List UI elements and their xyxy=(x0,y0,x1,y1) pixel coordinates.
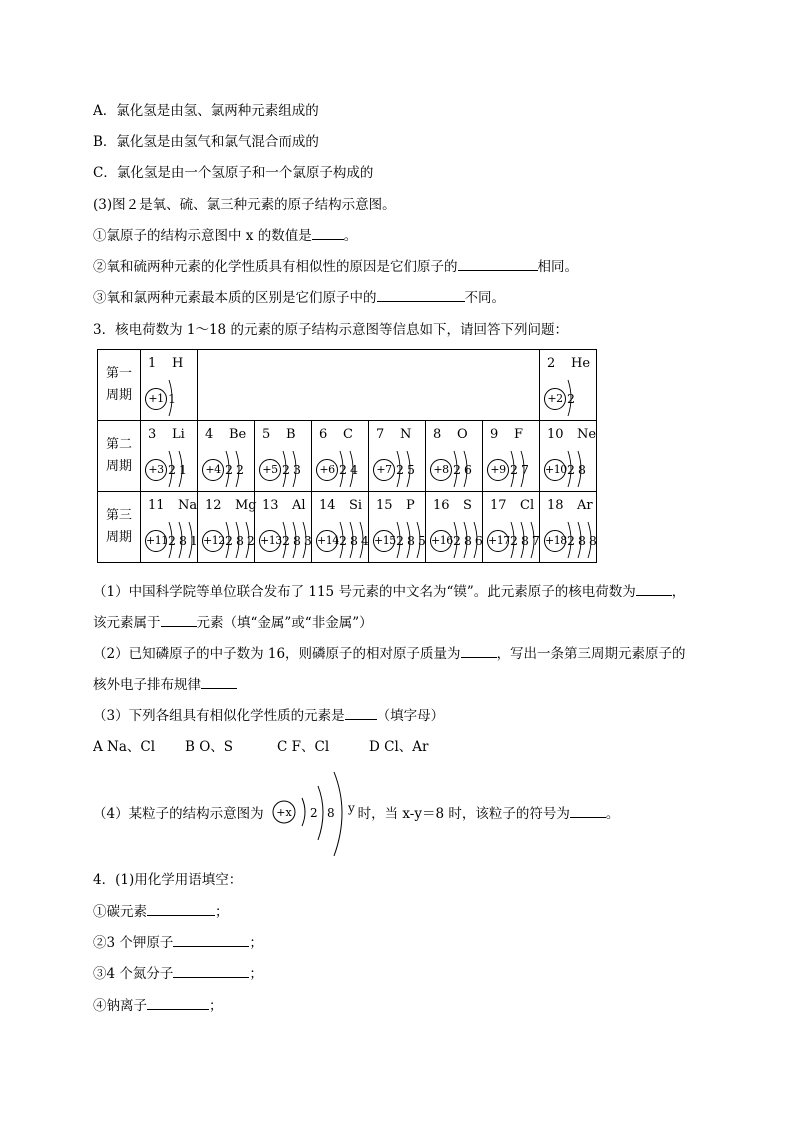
shell-arc xyxy=(318,786,323,840)
atomic-number: 8 xyxy=(433,427,442,442)
element-header xyxy=(547,356,591,371)
atom-structure xyxy=(259,520,313,558)
nucleus: +8 xyxy=(430,459,452,481)
period-label: 第三 周期 xyxy=(98,492,141,563)
shell-electrons: 283 xyxy=(282,533,315,548)
element-header xyxy=(262,427,296,442)
p4-item1-text: ①碳元素 xyxy=(93,904,147,920)
atomic-number: 1 xyxy=(148,356,157,371)
p3-q1-line1 xyxy=(93,583,685,601)
element-cell xyxy=(198,492,258,563)
element-cell xyxy=(540,421,597,492)
shell-arc xyxy=(302,798,305,826)
element-symbol: Ar xyxy=(577,498,593,513)
answer-blank[interactable] xyxy=(161,614,197,627)
semicolon: ； xyxy=(249,935,263,951)
nucleus: +17 xyxy=(487,530,509,552)
q3-sub1 xyxy=(93,227,357,245)
atom-structure xyxy=(487,449,541,487)
nucleus: +9 xyxy=(487,459,509,481)
shell-value: y xyxy=(348,801,355,815)
period-label: 第一 周期 xyxy=(98,350,141,421)
p3-q2-text3: 核外电子排布规律 xyxy=(93,677,201,693)
element-symbol: Al xyxy=(292,498,306,513)
element-symbol: Cl xyxy=(520,498,535,513)
answer-blank[interactable] xyxy=(147,903,215,916)
shell-electrons: 28 xyxy=(567,462,589,477)
p3-q4-text2: 时，当 x-y＝8 时，该粒子的符号为 xyxy=(357,806,570,822)
atomic-number: 2 xyxy=(547,356,556,371)
element-cell xyxy=(483,421,540,492)
shell-electrons: 1 xyxy=(168,391,179,406)
p3-q1-text3: 元素（填“金属”或“非金属”） xyxy=(196,615,373,631)
element-cell xyxy=(540,350,597,421)
atomic-number: 9 xyxy=(490,427,499,442)
shell-electrons: 25 xyxy=(396,462,418,477)
atom-structure xyxy=(430,520,484,558)
q3-sub3-end: 不同。 xyxy=(464,290,505,306)
shell-electrons: 2 xyxy=(567,391,578,406)
element-cell xyxy=(255,492,315,563)
p4-item1 xyxy=(93,903,229,921)
q3-sub1-text: ①氯原子的结构示意图中 x 的数值是 xyxy=(93,228,312,244)
element-symbol: S xyxy=(463,498,472,513)
shell-electrons: 285 xyxy=(396,533,429,548)
nucleus: +15 xyxy=(373,530,395,552)
q3-intro: (3)图２是氧、硫、氯三种元素的原子结构示意图。 xyxy=(93,197,396,213)
element-symbol: P xyxy=(406,498,415,513)
atomic-number: 3 xyxy=(148,427,157,442)
answer-blank[interactable] xyxy=(345,707,377,720)
shell-electrons: 27 xyxy=(510,462,532,477)
nucleus: +13 xyxy=(259,530,281,552)
nucleus: +18 xyxy=(544,530,566,552)
nucleus: +10 xyxy=(544,459,566,481)
p4-item2-text: ②3 个钾原子 xyxy=(93,935,174,951)
atomic-number: 15 xyxy=(376,498,393,513)
p3-q2-text: （2）已知磷原子的中子数为 16，则磷原子的相对原子质量为 xyxy=(93,646,461,662)
nucleus: +12 xyxy=(202,530,224,552)
q3-sub3-text: ③氧和氯两种元素最本质的区别是它们原子中的 xyxy=(93,290,377,306)
element-cell xyxy=(426,492,486,563)
answer-blank[interactable] xyxy=(173,965,249,978)
p4-item2 xyxy=(93,934,263,952)
p3-q1-text: （1）中国科学院等单位联合发布了 115 号元素的中文名为“镆”。此元素原子的核电荷数为 xyxy=(93,584,636,600)
element-cell xyxy=(312,492,372,563)
element-cell xyxy=(198,421,255,492)
element-symbol: Si xyxy=(349,498,363,513)
shell-electrons: 21 xyxy=(168,462,190,477)
element-symbol: N xyxy=(400,427,412,442)
atomic-number: 18 xyxy=(547,498,564,513)
element-symbol: Ne xyxy=(577,427,597,442)
element-header xyxy=(205,427,247,442)
q3-sub2-end: 相同。 xyxy=(537,259,578,275)
atomic-number: 6 xyxy=(319,427,328,442)
semicolon: ； xyxy=(215,904,229,920)
nucleus: +14 xyxy=(316,530,338,552)
answer-blank[interactable] xyxy=(312,227,344,240)
answer-blank[interactable] xyxy=(636,583,672,596)
nucleus: +3 xyxy=(145,459,167,481)
atomic-number: 14 xyxy=(319,498,336,513)
nucleus: +7 xyxy=(373,459,395,481)
atomic-number: 13 xyxy=(262,498,279,513)
nucleus: +6 xyxy=(316,459,338,481)
element-cell xyxy=(540,492,600,563)
element-header xyxy=(262,498,306,513)
element-symbol: H xyxy=(172,356,184,371)
atom-structure xyxy=(145,449,199,487)
element-header xyxy=(148,356,184,371)
shell-value: 2 xyxy=(310,806,318,820)
option-b: B．氯化氢是由氢气和氯气混合而成的 xyxy=(93,134,319,150)
shell-electrons: 24 xyxy=(339,462,361,477)
element-header xyxy=(433,427,468,442)
atom-structure xyxy=(202,520,256,558)
shell-electrons: 286 xyxy=(453,533,486,548)
element-symbol: Mg xyxy=(235,498,257,513)
q3-sub2 xyxy=(93,258,578,276)
q3-sub3 xyxy=(93,289,505,307)
element-cell xyxy=(141,492,201,563)
shell-electrons: 287 xyxy=(510,533,543,548)
element-cell xyxy=(369,492,429,563)
shell-electrons: 288 xyxy=(567,533,600,548)
element-header xyxy=(148,427,185,442)
element-header xyxy=(319,427,353,442)
p3-q3-options xyxy=(93,738,428,756)
atom-structure xyxy=(544,449,598,487)
element-header xyxy=(376,427,412,442)
option-a: A．氯化氢是由氢、氯两种元素组成的 xyxy=(93,103,319,119)
shell-electrons: 282 xyxy=(225,533,258,548)
atom-structure xyxy=(373,520,427,558)
nucleus: +1 xyxy=(145,388,167,410)
q3-sub2-text: ②氧和硫两种元素的化学性质具有相似性的原因是它们原子的 xyxy=(93,259,458,275)
element-symbol: He xyxy=(571,356,591,371)
atom-structure xyxy=(202,449,256,487)
element-header xyxy=(490,498,535,513)
element-cell xyxy=(255,421,312,492)
nucleus: +5 xyxy=(259,459,281,481)
p4-item4-text: ④钠离子 xyxy=(93,998,147,1014)
table-gap xyxy=(198,350,540,421)
atom-structure xyxy=(145,520,199,558)
problem-4-title: 4．(1)用化学用语填空： xyxy=(93,872,243,888)
element-cell xyxy=(369,421,426,492)
atomic-number: 4 xyxy=(205,427,214,442)
element-header xyxy=(376,498,415,513)
shell-electrons: 26 xyxy=(453,462,475,477)
nucleus: +2 xyxy=(544,388,566,410)
element-header xyxy=(319,498,363,513)
answer-blank[interactable] xyxy=(458,258,538,271)
p3-q3-text: （3）下列各组具有相似化学性质的元素是 xyxy=(93,708,345,724)
p4-item4 xyxy=(93,997,223,1015)
atom-structure xyxy=(544,378,598,416)
shell-electrons: 23 xyxy=(282,462,304,477)
p3-q2-line2 xyxy=(93,676,237,694)
periodic-table xyxy=(97,349,600,563)
shell-electrons: 22 xyxy=(225,462,247,477)
p3-q3-text2: （填字母） xyxy=(376,708,445,724)
problem-3-title: 3．核电荷数为 1～18 的元素的原子结构示意图等信息如下，请回答下列问题： xyxy=(93,322,568,338)
element-header xyxy=(148,498,198,513)
shell-arc xyxy=(334,772,342,856)
p3-q4-end: 。 xyxy=(605,806,620,822)
atomic-number: 17 xyxy=(490,498,507,513)
nucleus: +4 xyxy=(202,459,224,481)
element-cell xyxy=(141,350,198,421)
shell-electrons: 281 xyxy=(168,533,201,548)
element-header xyxy=(490,427,524,442)
atomic-number: 7 xyxy=(376,427,385,442)
element-symbol: B xyxy=(286,427,296,442)
element-cell xyxy=(426,421,483,492)
option-a[interactable]: A Na、Cl xyxy=(93,739,156,755)
element-symbol: Na xyxy=(178,498,198,513)
nucleus: +16 xyxy=(430,530,452,552)
element-cell xyxy=(483,492,543,563)
element-symbol: Be xyxy=(229,427,247,442)
atom-structure xyxy=(544,520,598,558)
semicolon: ； xyxy=(209,998,223,1014)
p3-q1-comma: ， xyxy=(671,584,686,600)
atomic-number: 5 xyxy=(262,427,271,442)
answer-blank[interactable] xyxy=(173,934,249,947)
p4-item3-text: ③4 个氮分子 xyxy=(93,966,174,982)
element-symbol: Li xyxy=(172,427,185,442)
particle-structure-diagram xyxy=(270,770,360,860)
atomic-number: 12 xyxy=(205,498,222,513)
atom-structure xyxy=(145,378,199,416)
element-cell xyxy=(141,421,198,492)
answer-blank[interactable] xyxy=(461,645,497,658)
p3-q4-text: （4）某粒子的结构示意图为 xyxy=(93,806,264,822)
atom-structure xyxy=(316,520,370,558)
element-symbol: O xyxy=(457,427,468,442)
element-header xyxy=(433,498,472,513)
option-d[interactable]: D Cl、Ar xyxy=(369,739,429,755)
shell-value: 8 xyxy=(327,806,335,820)
p3-q2-line1 xyxy=(93,645,686,663)
answer-blank[interactable] xyxy=(377,289,465,302)
answer-blank[interactable] xyxy=(570,805,606,818)
answer-blank[interactable] xyxy=(147,997,209,1010)
atomic-number: 10 xyxy=(547,427,564,442)
atom-structure xyxy=(316,449,370,487)
atom-structure xyxy=(430,449,484,487)
atom-structure xyxy=(487,520,541,558)
shell-electrons: 284 xyxy=(339,533,372,548)
element-header xyxy=(205,498,257,513)
element-symbol: C xyxy=(343,427,353,442)
p4-item3 xyxy=(93,965,263,983)
q3-sub1-end: 。 xyxy=(343,228,358,244)
atom-structure xyxy=(259,449,313,487)
element-cell xyxy=(312,421,369,492)
element-header xyxy=(547,498,593,513)
atomic-number: 16 xyxy=(433,498,450,513)
semicolon: ； xyxy=(249,966,263,982)
option-c: C．氯化氢是由一个氢原子和一个氯原子构成的 xyxy=(93,165,374,181)
option-b[interactable]: B O、S xyxy=(185,739,234,755)
answer-blank[interactable] xyxy=(201,676,237,689)
particle-nucleus-label: +x xyxy=(276,806,292,819)
p3-q2-text2: ，写出一条第三周期元素原子的 xyxy=(496,646,686,662)
period-label: 第二 周期 xyxy=(98,421,141,492)
p3-q1-line2 xyxy=(93,614,373,632)
atomic-number: 11 xyxy=(148,498,165,513)
atom-structure xyxy=(373,449,427,487)
p3-q1-text2: 该元素属于 xyxy=(93,615,161,631)
p3-q3 xyxy=(93,707,444,725)
nucleus: +11 xyxy=(145,530,167,552)
element-header xyxy=(547,427,597,442)
option-c[interactable]: C F、Cl xyxy=(277,739,330,755)
element-symbol: F xyxy=(514,427,524,442)
